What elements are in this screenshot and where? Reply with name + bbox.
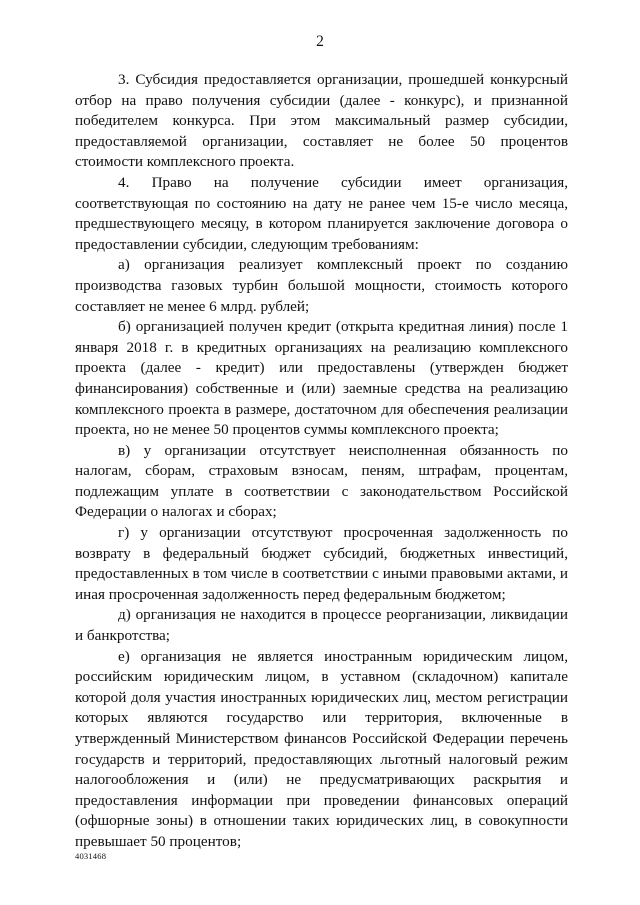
requirement-a: а) организация реализует комплексный проект по созданию производства газовых турбин большой мощности, стоимость которого составляет не менее 6 млрд. рублей; [75, 256, 568, 315]
paragraph-3: 3. Субсидия предоставляется организации, прошедшей конкурсный отбор на право получения субсидии (далее - конкурс), и признанной победителем конкурса. При этом максимальный размер субсидии, предоставляемой организации, составляет не более 50 процентов стоимости комплексного проекта. [75, 71, 568, 171]
document-code: 4031468 [75, 851, 107, 861]
requirement-v: в) у организации отсутствует неисполненная обязанность по налогам, сборам, страховым взносам, пеням, штрафам, процентам, подлежащим уплате в соответствии с законодательством Российской Федерации о налогах и сборах; [75, 441, 568, 521]
paragraph-4: 4. Право на получение субсидии имеет организация, соответствующая по состоянию на дату не ранее чем 15-е число месяца, предшествующего месяцу, в котором планируется заключение договора о предоставлении субсидии, следующим требованиям: [75, 173, 568, 253]
document-body [75, 70, 568, 853]
requirement-d: д) организация не находится в процессе реорганизации, ликвидации и банкротства; [75, 606, 568, 645]
requirement-b: б) организацией получен кредит (открыта кредитная линия) после 1 января 2018 г. в кредитных организациях на реализацию комплексного проекта (далее - кредит) или предоставлены (утвержден бюджет финансирования) собственные и (или) заемные средства на реализацию комплексного проекта в размере, достаточном для обеспечения реализации проекта, но не менее 50 процентов суммы комплексного проекта; [75, 318, 568, 439]
page-number: 2 [316, 33, 324, 50]
requirement-g: г) у организации отсутствуют просроченная задолженность по возврату в федеральный бюджет субсидий, бюджетных инвестиций, предоставленных в том числе в соответствии с иными правовыми актами, и иная просроченная задолженность перед федеральным бюджетом; [75, 524, 568, 603]
requirement-e: е) организация не является иностранным юридическим лицом, российским юридическим лицом, в уставном (складочном) капитале которой доля участия иностранных юридических лиц, местом регистрации которых являются государство или территория, включенные в утвержденный Министерством финансов Российской Федерации перечень государств и территорий, предоставляющих льготный налоговый режим налогообложения и (или) не предусматривающих раскрытия и предоставления информации при проведении финансовых операций (офшорные зоны) в отношении таких юридических лиц, в совокупности превышает 50 процентов; [75, 647, 568, 850]
